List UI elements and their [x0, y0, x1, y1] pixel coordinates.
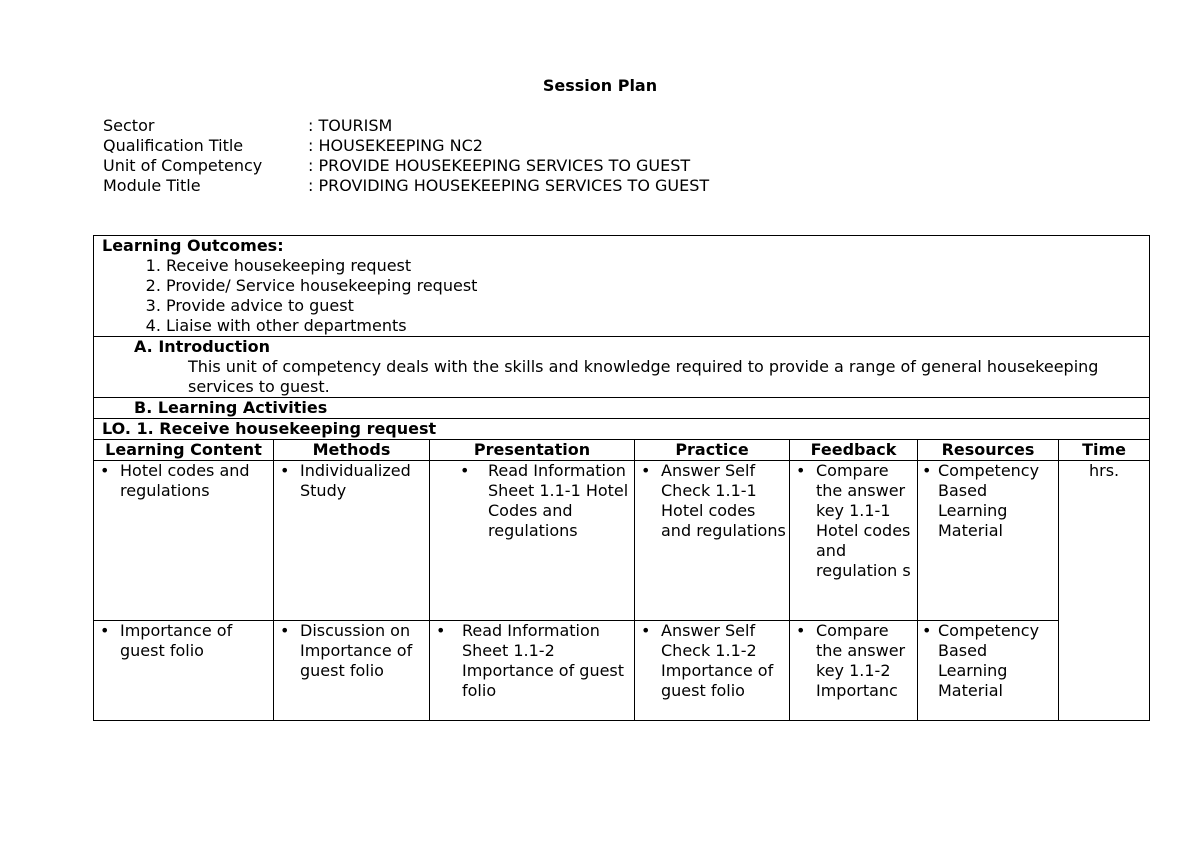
introduction-cell [94, 337, 1150, 398]
list-item: • Answer Self Check 1.1-1 Hotel codes and regulations [641, 461, 789, 541]
list-item: • Read Information Sheet 1.1-2 Importance of guest folio [436, 621, 634, 701]
table-cell [430, 621, 635, 721]
list-item: • Competency Based Learning Material [922, 621, 1058, 701]
table-row [94, 461, 1150, 621]
lo-heading: LO. 1. Receive housekeeping request [94, 419, 1150, 440]
session-header [103, 116, 709, 196]
list-item: 2. Provide/ Service housekeeping request [166, 276, 1149, 296]
list-item: 3. Provide advice to guest [166, 296, 1149, 316]
table-cell [790, 461, 918, 621]
column-header: Learning Content [94, 440, 274, 461]
table-cell [94, 621, 274, 721]
header-row-sector [103, 116, 709, 136]
header-row-qualification [103, 136, 709, 156]
table-row [94, 621, 1150, 721]
time-cell: hrs. [1059, 461, 1150, 721]
list-item: • Discussion on Importance of guest folio [280, 621, 429, 681]
lo-heading-row [94, 419, 1150, 440]
header-label: Unit of Competency [103, 156, 263, 175]
introduction-heading: A. Introduction [134, 337, 271, 356]
list-item: • Competency Based Learning Material [922, 461, 1058, 541]
header-row-unit [103, 156, 709, 176]
table-cell [274, 461, 430, 621]
column-header: Feedback [790, 440, 918, 461]
list-item: 4. Liaise with other departments [166, 316, 1149, 336]
list-item: • Importance of guest folio [100, 621, 273, 661]
table-cell [918, 461, 1059, 621]
table-cell [790, 621, 918, 721]
header-label: Qualification Title [103, 136, 244, 155]
table-cell [635, 621, 790, 721]
list-item: • Hotel codes and regulations [100, 461, 273, 501]
introduction-text: This unit of competency deals with the skills and knowledge required to provide a range of general housekeeping services to guest. [188, 357, 1099, 396]
table-cell [635, 461, 790, 621]
list-item: • Compare the answer key 1.1-1 Hotel codes and regulation s [796, 461, 917, 581]
learning-outcomes-list [102, 256, 1149, 336]
learning-outcomes-heading: Learning Outcomes: [102, 236, 284, 255]
header-value: : PROVIDE HOUSEKEEPING SERVICES TO GUEST [308, 156, 691, 175]
list-item: • Compare the answer key 1.1-2 Importanc [796, 621, 917, 701]
column-header-row [94, 440, 1150, 461]
table-cell [430, 461, 635, 621]
column-header: Methods [274, 440, 430, 461]
learning-activities-cell [94, 398, 1150, 419]
introduction-row [94, 337, 1150, 398]
list-item: • Read Information Sheet 1.1-1 Hotel Codes and regulations [460, 461, 634, 541]
column-header: Resources [918, 440, 1059, 461]
header-label: Module Title [103, 176, 201, 195]
column-header: Presentation [430, 440, 635, 461]
learning-activities-row [94, 398, 1150, 419]
session-plan-table [93, 235, 1150, 721]
learning-activities-heading: B. Learning Activities [134, 398, 328, 417]
learning-outcomes-row [94, 236, 1150, 337]
table-cell [274, 621, 430, 721]
table-cell [918, 621, 1059, 721]
header-label: Sector [103, 116, 155, 135]
list-item: 1. Receive housekeeping request [166, 256, 1149, 276]
page-title: Session Plan [542, 76, 658, 95]
header-row-module [103, 176, 709, 196]
learning-outcomes-cell [94, 236, 1150, 337]
table-cell [94, 461, 274, 621]
header-value: : TOURISM [308, 116, 393, 135]
header-value: : HOUSEKEEPING NC2 [308, 136, 483, 155]
list-item: • Individualized Study [280, 461, 429, 501]
list-item: • Answer Self Check 1.1-2 Importance of guest folio [641, 621, 789, 701]
column-header: Time [1059, 440, 1150, 461]
header-value: : PROVIDING HOUSEKEEPING SERVICES TO GUEST [308, 176, 710, 195]
column-header: Practice [635, 440, 790, 461]
